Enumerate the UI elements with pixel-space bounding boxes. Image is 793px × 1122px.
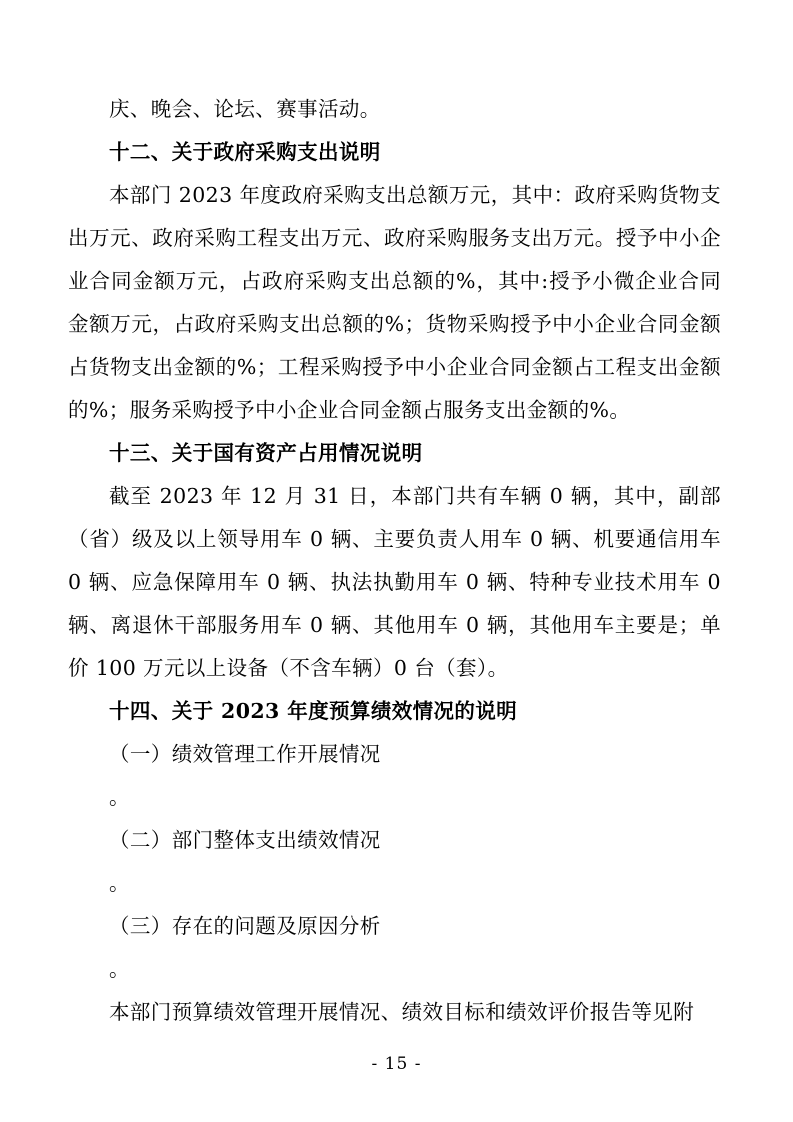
page-number: - 15 - — [371, 1054, 422, 1074]
paragraph-state-assets: 截至 2023 年 12 月 31 日，本部门共有车辆 0 辆，其中，副部（省）级及以上领导用车 0 辆、主要负责人用车 0 辆、机要通信用车 0 辆、应急保障用车 0 辆、执法执勤用车 0 辆、特种专业技术用车 0 辆、离退休干部服务用车 0 辆、其他用车 0 辆，其他用车主要是；单价 100 万元以上设备（不含车辆）0 台（套）。 — [68, 484, 721, 680]
subsection-two-title: （二）部门整体支出绩效情况 — [109, 828, 381, 852]
subsection-three-title: （三）存在的问题及原因分析 — [109, 914, 381, 938]
subsection-one-content: 。 — [109, 785, 130, 809]
subsection-three-content: 。 — [109, 957, 130, 981]
paragraph-continuation: 庆、晚会、论坛、赛事活动。 — [109, 97, 381, 121]
paragraph-performance-reports: 本部门预算绩效管理开展情况、绩效目标和绩效评价报告等见附 — [109, 1000, 695, 1024]
subsection-two-content: 。 — [109, 871, 130, 895]
section-heading-twelve: 十二、关于政府采购支出说明 — [109, 140, 381, 164]
document-body — [68, 88, 721, 1034]
section-heading-fourteen: 十四、关于 2023 年度预算绩效情况的说明 — [109, 699, 518, 723]
subsection-one-title: （一）绩效管理工作开展情况 — [109, 742, 381, 766]
paragraph-government-procurement: 本部门 2023 年度政府采购支出总额万元，其中：政府采购货物支出万元、政府采购工程支出万元、政府采购服务支出万元。授予中小企业合同金额万元，占政府采购支出总额的%，其中:授予小微企业合同金额万元，占政府采购支出总额的%；货物采购授予中小企业合同金额占货物支出金额的%；工程采购授予中小企业合同金额占工程支出金额的%；服务采购授予中小企业合同金额占服务支出金额的%。 — [68, 183, 721, 422]
section-heading-thirteen: 十三、关于国有资产占用情况说明 — [109, 441, 423, 465]
